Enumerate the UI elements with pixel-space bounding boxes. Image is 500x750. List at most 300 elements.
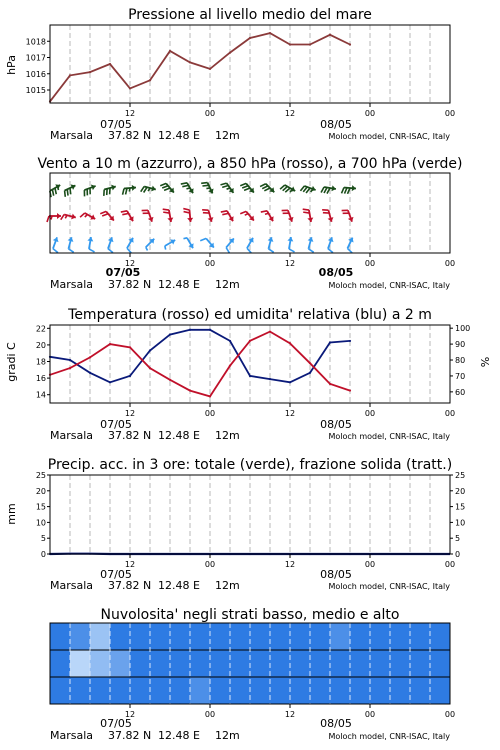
pressure-point [89, 71, 91, 73]
barb-half-feather [265, 213, 269, 214]
barb-feather [65, 191, 66, 197]
pressure-point [309, 43, 311, 45]
humidity-point [189, 329, 191, 331]
humidity-ylabel: % [479, 356, 492, 368]
barb-feather [247, 248, 251, 253]
barb-feather [342, 187, 345, 193]
barb-feather [264, 188, 270, 191]
barb-feather [89, 249, 95, 252]
cloud-cell-medio [230, 650, 251, 677]
y2-tick-label: 100 [455, 324, 471, 334]
pressure-point [189, 61, 191, 63]
cloud-cell-basso [210, 677, 231, 704]
cloud-cell-basso [330, 677, 351, 704]
cloud-cell-basso [170, 677, 191, 704]
barb-half-feather [183, 238, 187, 239]
pressure-point [109, 63, 111, 65]
x-tick-label: 12 [124, 259, 136, 268]
cloud-cell-medio [270, 650, 291, 677]
y-tick-label: 1016 [25, 69, 46, 79]
x-tick-label: 12 [284, 259, 296, 268]
pressure-title: Pressione al livello medio del mare [128, 7, 372, 23]
barb-feather [242, 186, 248, 188]
humidity-point [349, 340, 351, 342]
barb-feather [244, 188, 250, 190]
y2-tick-label: 80 [455, 356, 466, 366]
barb-half-feather [245, 214, 248, 215]
barb-half-feather [85, 215, 88, 218]
x-tick-label-end: 00 [444, 109, 456, 118]
precip-xticks [125, 554, 455, 569]
cloud-cell-basso [50, 677, 71, 704]
temperature-point [129, 346, 131, 348]
wind-barb-700hpa [260, 184, 274, 192]
wind-barb-850hpa [282, 210, 294, 221]
barb-feather [260, 184, 266, 187]
x-tick-label: 12 [284, 710, 296, 719]
barb-half-feather [165, 246, 166, 250]
y-tick-label: 5 [40, 534, 46, 544]
barb-feather [141, 186, 144, 191]
precip-location-name: Marsala [50, 579, 94, 592]
wind-grid [70, 173, 430, 253]
y-tick-label: 16 [35, 374, 46, 384]
precip-location-lat: 37.82 N [108, 579, 152, 592]
humidity-point [329, 341, 331, 343]
clouds-location-lon: 12.48 E [158, 729, 200, 742]
wind-barb-10m [183, 238, 193, 248]
temperature-point [209, 395, 211, 397]
clouds-location-name: Marsala [50, 729, 94, 742]
temperature-point [349, 389, 351, 391]
cloud-cell-medio [130, 650, 151, 677]
wind-barb-700hpa [240, 183, 254, 192]
temperature-xticks [125, 403, 455, 418]
y2-tick-label: 0 [455, 550, 461, 559]
y2-tick-label: 90 [455, 340, 466, 350]
x-tick-label: 12 [124, 109, 136, 118]
cloud-cell-basso [70, 677, 91, 704]
y-tick-label: 1017 [25, 53, 46, 63]
wind-barb-850hpa [61, 214, 76, 220]
clouds-date-2: 08/05 [320, 717, 352, 730]
pressure-location-lon: 12.48 E [158, 129, 200, 142]
clouds-grid [50, 623, 450, 704]
cloud-cell-alto [190, 623, 211, 650]
wind-barb-10m [87, 237, 94, 252]
humidity-point [249, 375, 251, 377]
barb-feather [144, 187, 147, 192]
temperature-location-lat: 37.82 N [108, 429, 152, 442]
wind-location-name: Marsala [50, 278, 94, 291]
temperature-location-lon: 12.48 E [158, 429, 200, 442]
barb-head [352, 185, 356, 191]
wind-barb-700hpa [321, 185, 336, 193]
y-tick-label: 25 [35, 471, 46, 480]
temperature-location-name: Marsala [50, 429, 94, 442]
pressure-point [209, 68, 211, 70]
barb-head [132, 185, 136, 191]
wind-barb-850hpa [100, 211, 114, 220]
temperature-point [309, 362, 311, 364]
clouds-xticks [125, 704, 455, 719]
pressure-model-label: Moloch model, CNR-ISAC, Italy [328, 132, 450, 141]
barb-feather [222, 186, 228, 188]
barb-feather [162, 186, 168, 188]
cloud-cell-medio [50, 650, 71, 677]
pressure-location-name: Marsala [50, 129, 94, 142]
x-tick-label: 00 [204, 560, 216, 569]
wind-location-lat: 37.82 N [108, 278, 152, 291]
wind-barb-850hpa [342, 210, 354, 221]
barb-half-feather [146, 247, 148, 250]
barb-head [331, 185, 335, 191]
cloud-cell-basso [130, 677, 151, 704]
cloud-cell-alto [270, 623, 291, 650]
wind-barb-700hpa [141, 186, 156, 193]
barb-feather [308, 249, 313, 252]
humidity-point [109, 381, 111, 383]
wind-barb-850hpa [142, 210, 154, 221]
y-tick-label: 15 [35, 502, 46, 512]
barb-feather [122, 213, 128, 214]
barb-feather [67, 189, 68, 195]
pressure-date-2: 08/05 [320, 118, 352, 131]
precip-ylabel: mm [5, 503, 18, 525]
y2-tick-label: 5 [455, 534, 461, 544]
wind-barb-700hpa [300, 186, 315, 193]
barb-feather [70, 188, 71, 194]
y-tick-label: 18 [35, 357, 46, 367]
humidity-point [229, 340, 231, 342]
x-tick-label: 12 [284, 109, 296, 118]
precip-location-elev: 12m [215, 579, 240, 592]
y-tick-label: 22 [35, 324, 46, 334]
humidity-point [129, 375, 131, 377]
temperature-panel [5, 307, 492, 442]
cloud-cell-alto [110, 623, 131, 650]
wind-barb-700hpa [50, 184, 60, 197]
wind-title: Vento a 10 m (azzurro), a 850 hPa (rosso), a 700 hPa (verde) [37, 156, 463, 172]
cloud-cell-alto [330, 623, 351, 650]
barb-feather [321, 187, 324, 193]
barb-feather [221, 211, 227, 212]
wind-barb-700hpa [160, 183, 174, 192]
barb-feather [324, 187, 327, 193]
temperature-series [49, 329, 351, 398]
cloud-cell-basso [230, 677, 251, 704]
pressure-point [69, 74, 71, 76]
cloud-cell-alto [90, 623, 111, 650]
cloud-cell-basso [290, 677, 311, 704]
humidity-point [149, 349, 151, 351]
temperature-line [50, 332, 350, 397]
wind-barb-10m [200, 238, 214, 247]
barb-feather [202, 185, 208, 186]
y-tick-label: 0 [40, 550, 46, 559]
barb-feather [268, 249, 273, 252]
wind-panel [37, 156, 462, 291]
wind-barb-700hpa [280, 185, 295, 192]
barb-feather [123, 189, 124, 195]
temperature-point [69, 367, 71, 369]
humidity-point [209, 329, 211, 331]
temperature-date-2: 08/05 [320, 418, 352, 431]
humidity-point [169, 333, 171, 335]
clouds-panel [50, 607, 455, 742]
wind-barb-700hpa [84, 184, 95, 196]
wind-barb-10m [68, 237, 74, 252]
pressure-panel [5, 7, 455, 142]
barb-head [187, 218, 193, 222]
cloud-cell-medio [310, 650, 331, 677]
x-tick-label-end: 00 [444, 560, 456, 569]
cloud-cell-basso [150, 677, 171, 704]
temperature-point [109, 343, 111, 345]
pressure-location-elev: 12m [215, 129, 240, 142]
cloud-cell-basso [250, 677, 271, 704]
barb-half-feather [206, 188, 210, 189]
wind-barb-850hpa [202, 210, 213, 222]
y2-tick-label: 25 [455, 471, 466, 480]
barb-half-feather [58, 187, 59, 191]
y2-tick-label: 20 [455, 486, 466, 496]
barb-feather [262, 186, 268, 189]
barb-feather [183, 209, 189, 210]
x-tick-label: 00 [364, 409, 376, 418]
wind-date-2: 08/05 [318, 266, 354, 279]
temperature-grid [70, 325, 430, 403]
y-tick-label: 20 [35, 486, 46, 496]
wind-barb-850hpa [163, 209, 174, 222]
cloud-cell-alto [210, 623, 231, 650]
pressure-point [149, 79, 151, 81]
cloud-cell-basso [110, 677, 131, 704]
cloud-cell-alto [350, 623, 451, 650]
barb-half-feather [186, 188, 190, 189]
precip-title: Precip. acc. in 3 ore: totale (verde), frazione solida (tratt.) [47, 457, 453, 473]
y-tick-label: 10 [35, 518, 46, 528]
barb-head [87, 237, 93, 241]
barb-feather [182, 185, 188, 186]
x-tick-label-end: 00 [444, 710, 456, 719]
y-tick-label: 1018 [25, 37, 46, 47]
humidity-point [289, 381, 291, 383]
wind-barb-700hpa [220, 183, 233, 193]
clouds-location-lat: 37.82 N [108, 729, 152, 742]
x-tick-label-end: 00 [444, 259, 456, 268]
cloud-cell-alto [150, 623, 171, 650]
x-tick-label: 00 [204, 259, 216, 268]
temperature-point [189, 389, 191, 391]
barb-feather [222, 213, 228, 214]
barb-feather [289, 249, 295, 252]
cloud-cell-alto [250, 623, 271, 650]
wind-barb-850hpa [183, 209, 193, 222]
pressure-point [169, 50, 171, 52]
x-tick-label: 12 [124, 710, 136, 719]
temperature-point [169, 379, 171, 381]
x-tick-label: 00 [364, 109, 376, 118]
wind-barb-850hpa [47, 213, 61, 222]
barb-half-feather [311, 189, 313, 192]
precip-grid [70, 475, 430, 554]
x-tick-label-end: 00 [444, 409, 456, 418]
cloud-cell-basso [350, 677, 451, 704]
wind-barb-850hpa [261, 211, 274, 221]
temperature-yticks [36, 324, 470, 400]
wind-barb-850hpa [221, 211, 234, 221]
barb-feather [52, 190, 53, 196]
barb-head [287, 237, 293, 241]
x-tick-label: 00 [204, 409, 216, 418]
precip-date-1: 07/05 [100, 568, 132, 581]
barb-feather [240, 211, 246, 213]
cloud-cell-medio [70, 650, 91, 677]
y2-tick-label: 60 [455, 387, 466, 397]
barb-feather [200, 238, 206, 240]
x-tick-label: 00 [204, 109, 216, 118]
pressure-line [50, 33, 350, 101]
clouds-location-elev: 12m [215, 729, 240, 742]
x-tick-label: 00 [364, 710, 376, 719]
temperature-point [249, 340, 251, 342]
barb-feather [53, 249, 58, 253]
x-tick-label: 12 [124, 560, 136, 569]
barb-feather [220, 183, 226, 185]
cloud-cell-medio [170, 650, 191, 677]
cloud-cell-basso [190, 677, 211, 704]
pressure-point [249, 37, 251, 39]
barb-feather [55, 188, 56, 194]
wind-xticks [125, 253, 455, 268]
temperature-point [269, 331, 271, 333]
x-tick-label: 00 [364, 259, 376, 268]
temperature-ylabel: gradi C [5, 342, 18, 382]
cloud-cell-alto [310, 623, 331, 650]
pressure-point [269, 32, 271, 34]
temperature-date-1: 07/05 [100, 418, 132, 431]
barb-feather [163, 209, 169, 210]
barb-feather [164, 188, 170, 190]
temperature-model-label: Moloch model, CNR-ISAC, Italy [328, 432, 450, 441]
temperature-point [149, 367, 151, 369]
pressure-grid [70, 25, 430, 103]
wind-barb-700hpa [342, 185, 356, 194]
x-tick-label: 12 [124, 409, 136, 418]
barb-feather [102, 214, 108, 216]
barb-feather [344, 188, 347, 194]
wind-barb-850hpa [303, 209, 314, 222]
humidity-point [269, 378, 271, 380]
temperature-location-elev: 12m [215, 429, 240, 442]
barb-feather [127, 248, 131, 253]
y2-tick-label: 10 [455, 518, 466, 528]
wind-barb-700hpa [104, 185, 116, 196]
wind-date-1: 07/05 [105, 266, 141, 279]
wind-barb-10m [53, 237, 59, 252]
pressure-series [49, 32, 351, 102]
clouds-title: Nuvolosita' negli strati basso, medio e alto [100, 607, 400, 623]
humidity-point [309, 372, 311, 374]
cloud-cell-medio [210, 650, 231, 677]
clouds-model-label: Moloch model, CNR-ISAC, Italy [328, 732, 450, 741]
cloud-cell-alto [290, 623, 311, 650]
barb-feather [303, 212, 309, 213]
cloud-cell-medio [190, 650, 211, 677]
temperature-title: Temperatura (rosso) ed umidita' relativa (blu) a 2 m [68, 307, 432, 323]
clouds-date-1: 07/05 [100, 717, 132, 730]
cloud-cell-alto [170, 623, 191, 650]
wind-barb-10m [108, 237, 114, 252]
barb-feather [201, 183, 207, 184]
temperature-point [289, 342, 291, 344]
barb-head [167, 217, 173, 221]
wind-barb-700hpa [201, 183, 213, 194]
wind-barb-10m [328, 237, 334, 252]
y-tick-label: 1015 [25, 86, 46, 95]
barb-feather [261, 211, 267, 212]
wind-barb-850hpa [322, 210, 333, 222]
humidity-point [89, 372, 91, 374]
wind-barb-10m [268, 237, 274, 252]
pressure-ylabel: hPa [5, 55, 18, 75]
pressure-point [129, 87, 131, 89]
wind-model-label: Moloch model, CNR-ISAC, Italy [328, 281, 450, 290]
cloud-cell-basso [270, 677, 291, 704]
barb-half-feather [129, 188, 130, 192]
temperature-point [229, 365, 231, 367]
temperature-point [89, 356, 91, 358]
x-tick-label: 12 [284, 409, 296, 418]
wind-barb-850hpa [240, 211, 254, 220]
barb-half-feather [51, 216, 52, 220]
barb-feather [163, 212, 169, 213]
wind-location-elev: 12m [215, 278, 240, 291]
wind-barb-700hpa [123, 185, 136, 195]
barb-feather [68, 249, 73, 252]
y2-tick-label: 70 [455, 371, 466, 381]
cloud-cell-alto [230, 623, 251, 650]
pressure-yticks [26, 37, 50, 95]
precip-date-2: 08/05 [320, 568, 352, 581]
cloud-cell-alto [50, 623, 71, 650]
cloud-cell-medio [90, 650, 111, 677]
barb-head [57, 213, 61, 219]
precip-location-lon: 12.48 E [158, 579, 200, 592]
x-tick-label: 12 [284, 560, 296, 569]
barb-feather [121, 211, 127, 212]
cloud-cell-alto [70, 623, 91, 650]
barb-head [307, 217, 313, 221]
barb-feather [181, 183, 187, 184]
barb-feather [240, 183, 246, 185]
y2-tick-label: 15 [455, 502, 466, 512]
cloud-cell-medio [150, 650, 171, 677]
x-tick-label: 00 [204, 710, 216, 719]
pressure-date-1: 07/05 [100, 118, 132, 131]
pressure-point [289, 43, 291, 45]
y-tick-label: 20 [35, 340, 46, 350]
pressure-location-lat: 37.82 N [108, 129, 152, 142]
humidity-line [50, 330, 350, 383]
wind-barb-850hpa [80, 213, 95, 220]
cloud-cell-medio [290, 650, 311, 677]
barb-feather [303, 209, 309, 210]
cloud-cell-medio [350, 650, 451, 677]
temperature-point [329, 383, 331, 385]
barb-feather [61, 214, 64, 219]
